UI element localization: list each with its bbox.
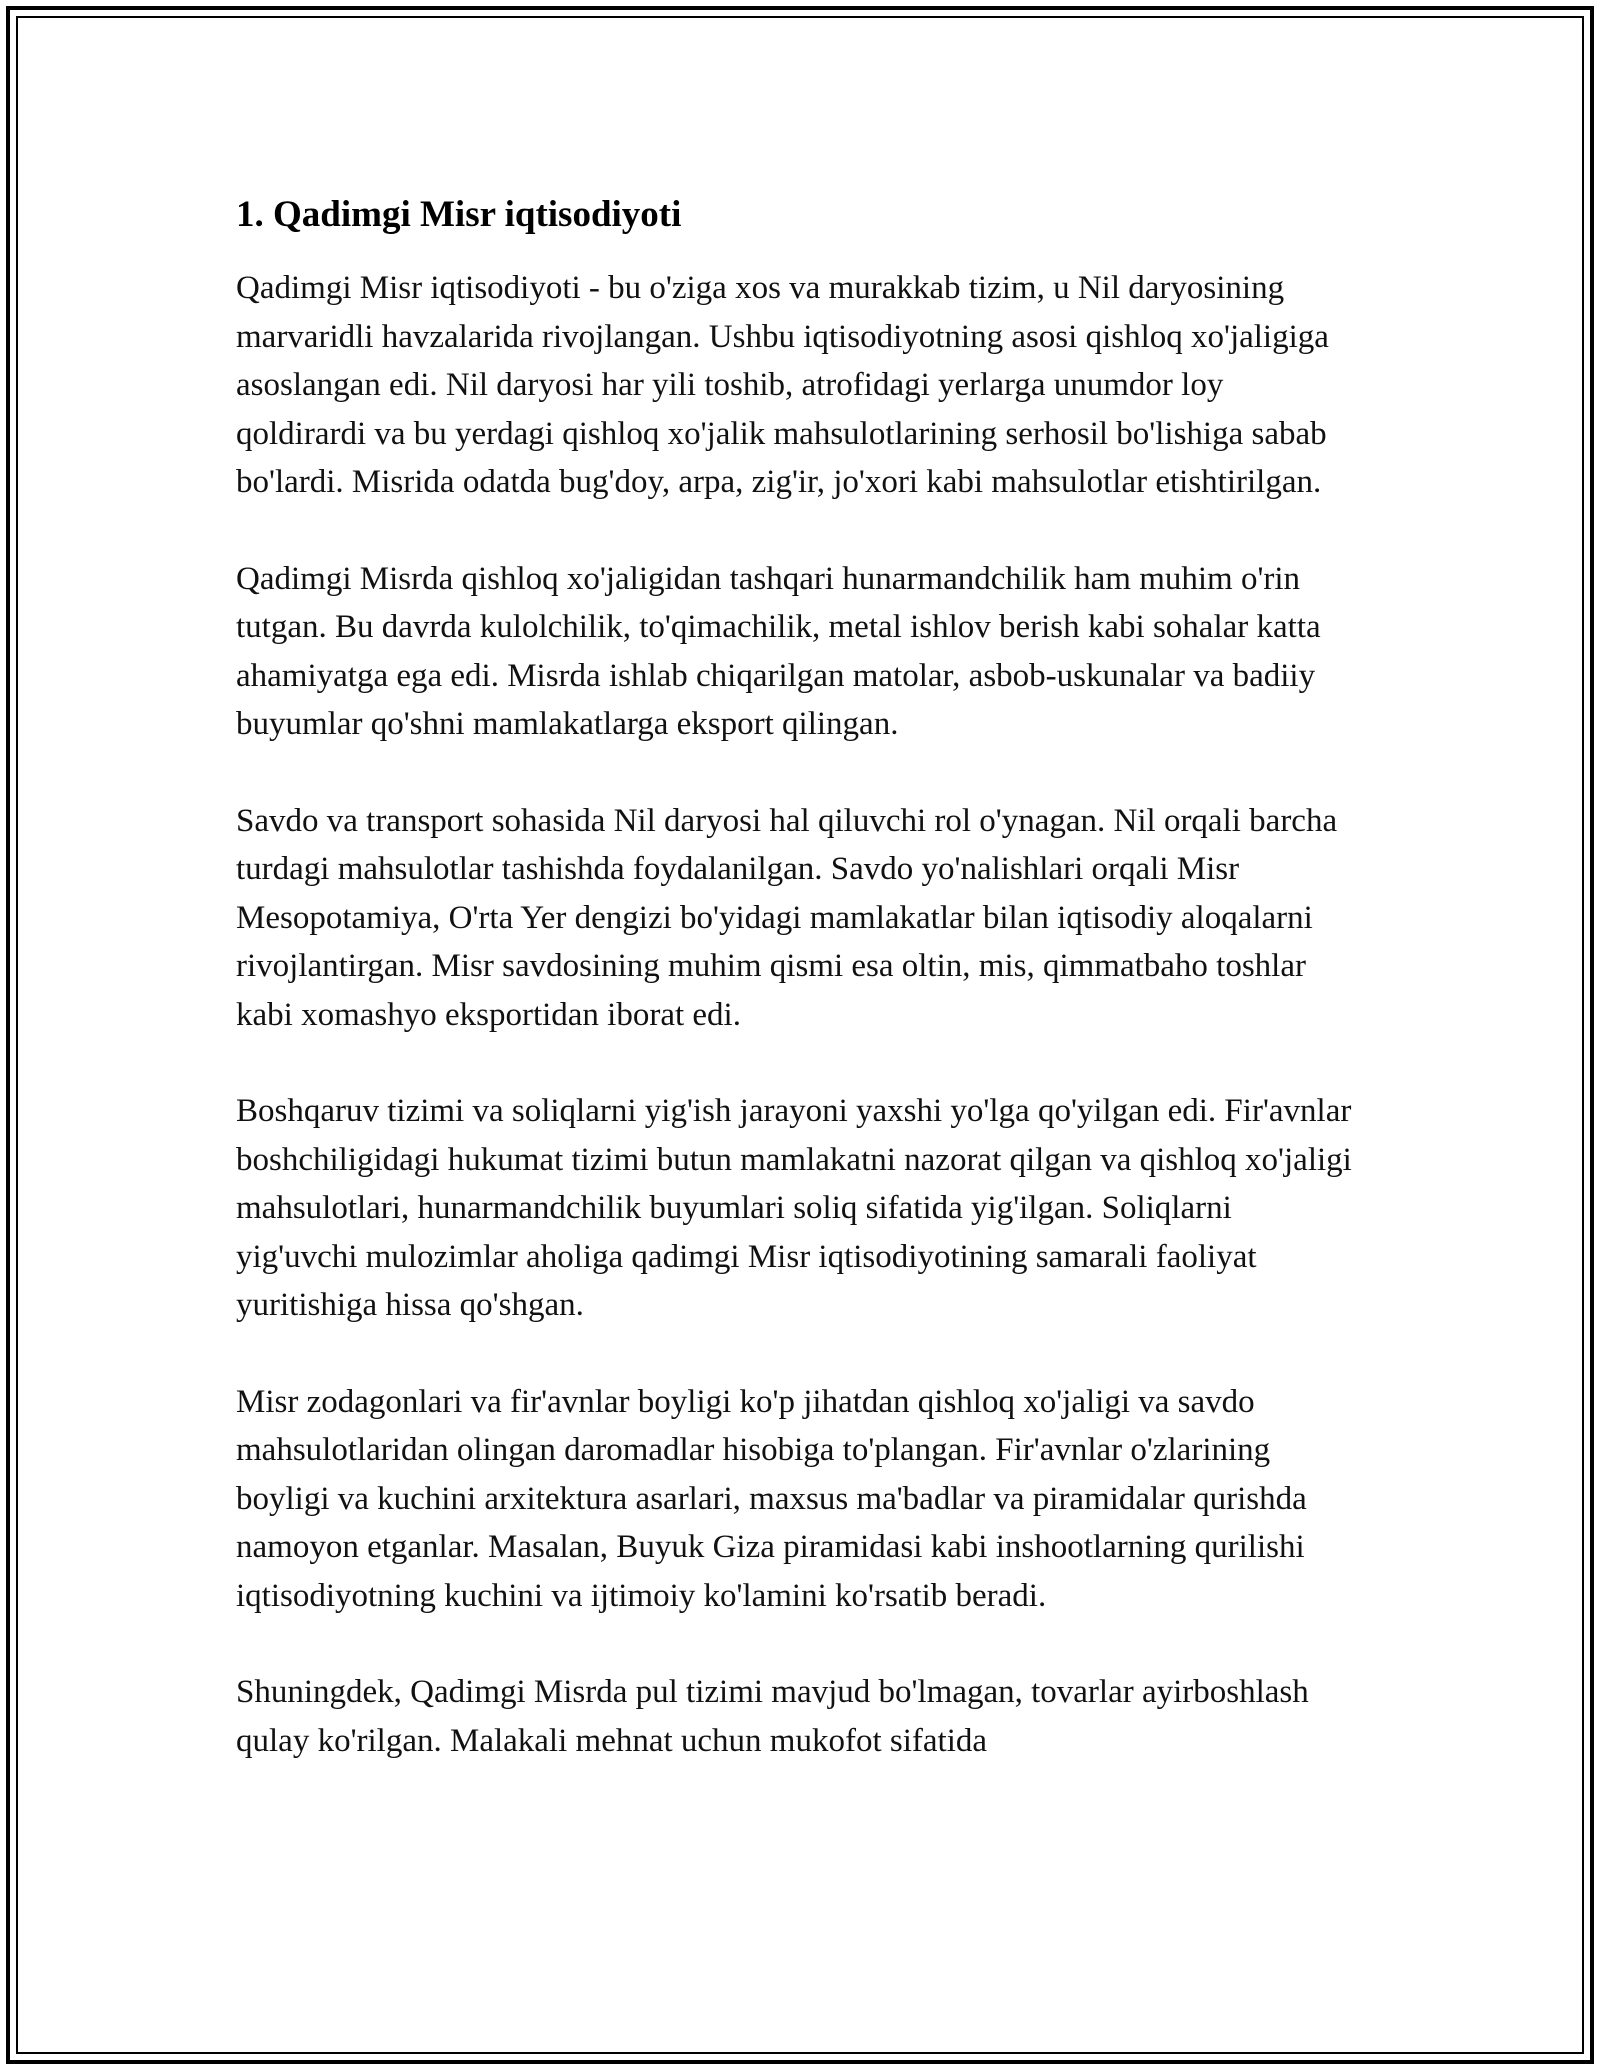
section-heading: 1. Qadimgi Misr iqtisodiyoti: [236, 194, 682, 235]
document-body: [236, 186, 1361, 1813]
paragraph-6: Shuningdek, Qadimgi Misrda pul tizimi mavjud bo'lmagan, tovarlar ayirboshlash qulay ko'rilgan. Malakali mehnat uchun mukofot sifatida: [236, 1674, 1309, 1759]
paragraph-4: Boshqaruv tizimi va soliqlarni yig'ish jarayoni yaxshi yo'lga qo'yilgan edi. Fir'avnlar boshchiligidagi hukumat tizimi butun mamlakatni nazorat qilgan va qishloq xo'jaligi mahsulotlari, hunarmandchilik buyumlari soliq sifatida yig'ilgan. Soliqlarni yig'uvchi mulozimlar aholiga qadimgi Misr iqtisodiyotining samarali faoliyat yuritishiga hissa qo'shgan.: [236, 1093, 1352, 1323]
paragraph-5: Misr zodagonlari va fir'avnlar boyligi ko'p jihatdan qishloq xo'jaligi va savdo mahsulotlaridan olingan daromadlar hisobiga to'plangan. Fir'avnlar o'zlarining boyligi va kuchini arxitektura asarlari, maxsus ma'badlar va piramidalar qurishda namoyon etganlar. Masalan, Buyuk Giza piramidasi kabi inshootlarning qurilishi iqtisodiyotning kuchini va ijtimoiy ko'lamini ko'rsatib beradi.: [236, 1383, 1307, 1614]
paragraph-1: Qadimgi Misr iqtisodiyoti - bu o'ziga xos va murakkab tizim, u Nil daryosining marvaridli havzalarida rivojlangan. Ushbu iqtisodiyotning asosi qishloq xo'jaligiga asoslangan edi. Nil daryosi har yili toshib, atrofidagi yerlarga unumdor loy qoldirardi va bu yerdagi qishloq xo'jalik mahsulotlarining serhosil bo'lishiga sabab bo'lardi. Misrida odatda bug'doy, arpa, zig'ir, jo'xori kabi mahsulotlar etishtirilgan.: [236, 270, 1329, 500]
paragraph-3: Savdo va transport sohasida Nil daryosi hal qiluvchi rol o'ynagan. Nil orqali barcha turdagi mahsulotlar tashishda foydalanilgan. Savdo yo'nalishlari orqali Misr Mesopotamiya, O'rta Yer dengizi bo'yidagi mamlakatlar bilan iqtisodiy aloqalarni rivojlantirgan. Misr savdosining muhim qismi esa oltin, mis, qimmatbaho toshlar kabi xomashyo eksportidan iborat edi.: [236, 802, 1338, 1033]
paragraph-2: Qadimgi Misrda qishloq xo'jaligidan tashqari hunarmandchilik ham muhim o'rin tutgan. Bu davrda kulolchilik, to'qimachilik, metal ishlov berish kabi sohalar katta ahamiyatga ega edi. Misrda ishlab chiqarilgan matolar, asbob-uskunalar va badiiy buyumlar qo'shni mamlakatlarga eksport qilingan.: [236, 560, 1321, 742]
